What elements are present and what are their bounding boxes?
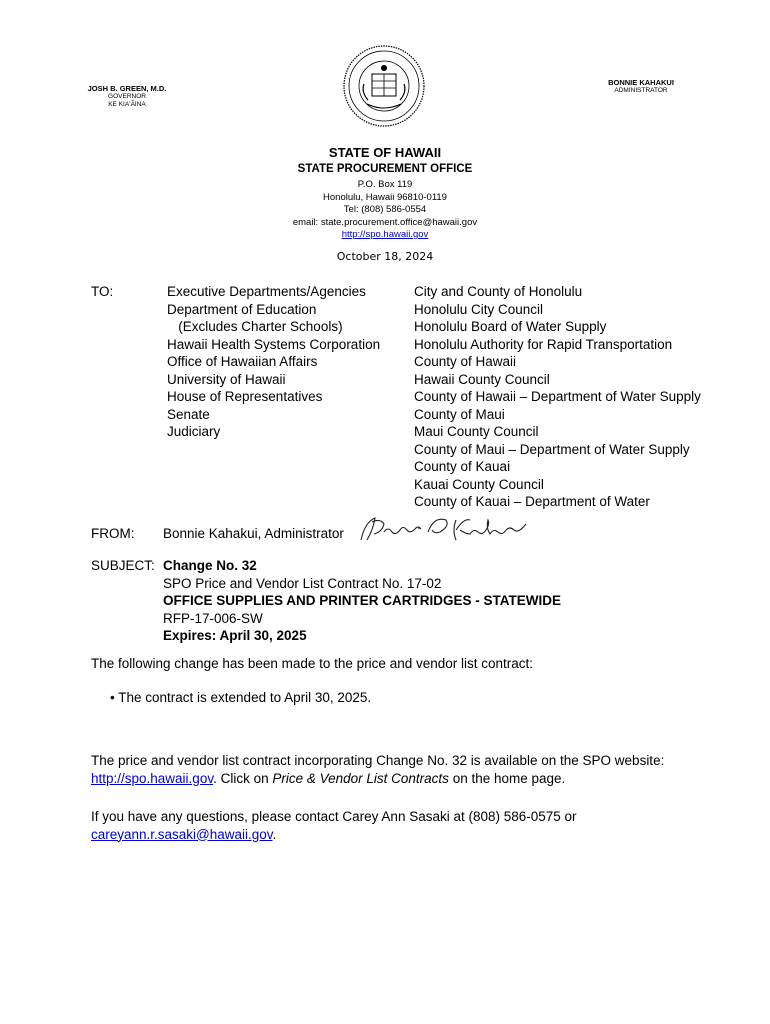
recipient-item: Judiciary <box>167 424 221 439</box>
to-label: TO: <box>91 284 114 299</box>
email: email: state.procurement.office@hawaii.gov <box>292 216 478 228</box>
intro-paragraph: The following change has been made to the price and vendor list contract: <box>91 656 534 671</box>
recipient-item: County of Maui – Department of Water Supply <box>414 441 690 457</box>
telephone: Tel: (808) 586-0554 <box>343 204 427 215</box>
expiration: Expires: April 30, 2025 <box>163 628 307 643</box>
recipient-item: House of Representatives <box>167 389 323 404</box>
administrator-title: ADMINISTRATOR <box>614 87 668 94</box>
para3-end: . <box>272 826 277 842</box>
recipient-item: Honolulu Board of Water Supply <box>414 319 607 334</box>
bullet-icon: • <box>110 690 115 705</box>
rfp-number: RFP-17-006-SW <box>163 610 263 626</box>
recipient-item: County of Maui <box>414 406 505 422</box>
recipient-item: Department of Education <box>167 301 317 317</box>
recipient-item: Honolulu Authority for Rapid Transportation <box>414 336 673 352</box>
administrator-name: BONNIE KAHAKUI <box>608 78 674 87</box>
recipient-item: Kauai County Council <box>414 476 544 492</box>
subject-block <box>163 557 561 645</box>
po-box: P.O. Box 119 <box>357 179 413 190</box>
bullet-item <box>110 689 371 707</box>
subject-label: SUBJECT: <box>91 558 155 573</box>
state-seal-icon <box>342 44 426 128</box>
para2-mid: . Click on <box>213 770 273 786</box>
recipient-item: Honolulu City Council <box>414 301 544 317</box>
from-label: FROM: <box>91 526 135 541</box>
state-title: STATE OF HAWAII <box>328 145 442 160</box>
contact-paragraph <box>91 808 681 843</box>
recipient-item: Senate <box>167 406 210 422</box>
para2-end: on the home page. <box>448 770 566 786</box>
governor-block <box>85 84 169 109</box>
change-number: Change No. 32 <box>163 558 257 573</box>
governor-name: JOSH B. GREEN, M.D. <box>87 84 167 93</box>
contract-number: SPO Price and Vendor List Contract No. 17-02 <box>163 575 442 591</box>
contract-title: OFFICE SUPPLIES AND PRINTER CARTRIDGES - STATEWIDE <box>163 593 562 608</box>
contact-email-link[interactable]: careyann.r.sasaki@hawaii.gov <box>91 826 273 842</box>
recipient-item: County of Hawaii – Department of Water Supply <box>414 389 701 404</box>
recipient-item: County of Hawaii <box>414 354 517 369</box>
recipient-item: (Excludes Charter Schools) <box>167 319 343 334</box>
bullet-text: The contract is extended to April 30, 2025. <box>118 690 372 705</box>
recipient-item: Maui County Council <box>414 424 539 439</box>
website-paragraph <box>91 752 691 787</box>
para2-text: The price and vendor list contract incorporating Change No. 32 is available on the SPO website: <box>91 753 665 768</box>
recipient-item: County of Kauai <box>414 459 511 474</box>
from-value: Bonnie Kahakui, Administrator <box>163 526 344 541</box>
letter-date: October 18, 2024 <box>336 250 434 263</box>
para3-text: If you have any questions, please contact Carey Ann Sasaki at (808) 586-0575 or <box>91 809 577 824</box>
governor-title-hawaiian: KE KIAʻĀINA <box>108 101 146 108</box>
recipient-item: County of Kauai – Department of Water <box>414 494 650 509</box>
recipient-list-1 <box>167 283 380 441</box>
city: Honolulu, Hawaii 96810-0119 <box>323 191 447 203</box>
recipient-item: Executive Departments/Agencies <box>167 284 366 299</box>
recipient-item: Office of Hawaiian Affairs <box>167 354 318 369</box>
recipient-item: Hawaii Health Systems Corporation <box>167 336 381 352</box>
website-link[interactable]: http://spo.hawaii.gov <box>341 229 429 240</box>
para2-italic: Price & Vendor List Contracts <box>272 770 449 786</box>
office-address <box>0 179 770 242</box>
signature-icon <box>356 510 546 550</box>
spo-website-link[interactable]: http://spo.hawaii.gov <box>91 770 214 786</box>
office-title: STATE PROCUREMENT OFFICE <box>297 163 473 175</box>
administrator-block <box>606 78 676 95</box>
recipient-list-2 <box>414 283 701 511</box>
recipient-item: University of Hawaii <box>167 371 286 387</box>
governor-title: GOVERNOR <box>108 93 146 100</box>
recipient-item: Hawaii County Council <box>414 371 550 387</box>
recipient-item: City and County of Honolulu <box>414 284 583 299</box>
